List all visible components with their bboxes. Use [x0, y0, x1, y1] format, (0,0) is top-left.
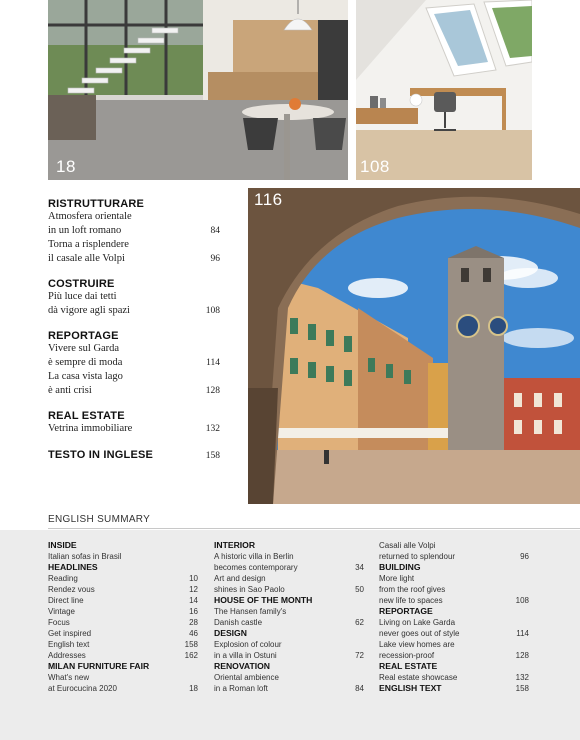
toc-entry: è sempre di moda 114	[48, 357, 220, 368]
toc-section-ristrutturare	[48, 198, 220, 266]
toc-section-testo-in-inglese	[48, 448, 220, 463]
clock-tower-photo	[248, 188, 580, 504]
attic-workspace-illustration	[356, 0, 532, 180]
toc-entry: La casa vista lago	[48, 371, 123, 382]
summary-entry: What's new	[48, 673, 90, 682]
summary-entry: English text 158	[48, 640, 198, 649]
summary-entry: Direct line 14	[48, 596, 198, 605]
summary-entry: becomes contemporary 34	[214, 563, 364, 572]
summary-entry: at Eurocucina 2020 18	[48, 684, 198, 693]
english-summary-heading: ENGLISH SUMMARY	[48, 514, 151, 525]
toc-section-title: RISTRUTTURARE	[48, 198, 145, 210]
summary-entry: shines in Sao Paolo 50	[214, 585, 364, 594]
toc-entry: Vivere sul Garda	[48, 343, 120, 354]
summary-entry: Lake view homes are	[379, 640, 455, 649]
toc-entry: il casale alle Volpi 96	[48, 253, 220, 264]
summary-entry: Reading 10	[48, 574, 198, 583]
toc-section-title: COSTRUIRE	[48, 278, 115, 290]
summary-entry: Italian sofas in Brasil	[48, 552, 122, 561]
summary-section-title: REPORTAGE	[379, 606, 433, 616]
summary-entry: Living on Lake Garda	[379, 618, 456, 627]
summary-entry: Rendez vous 12	[48, 585, 198, 594]
loft-interior-photo	[48, 0, 348, 180]
summary-section-title: HOUSE OF THE MONTH	[214, 595, 313, 605]
summary-entry: A historic villa in Berlin	[214, 552, 294, 561]
toc-entry: Torna a risplendere	[48, 239, 129, 250]
summary-entry: Focus 28	[48, 618, 198, 627]
toc-section-title: REPORTAGE	[48, 330, 119, 342]
summary-section-title: RENOVATION	[214, 661, 271, 671]
toc-entry: Più luce dai tetti	[48, 291, 117, 302]
summary-section-title: INSIDE	[48, 540, 77, 550]
toc-entry: Vetrina immobiliare 132	[48, 423, 220, 434]
toc-entry: Atmosfera orientale	[48, 211, 132, 222]
toc-section-real-estate	[48, 410, 220, 436]
toc-section-costruire	[48, 278, 220, 318]
summary-entry: in a Roman loft 84	[214, 684, 364, 693]
summary-column-1	[48, 540, 198, 694]
summary-entry: Art and design	[214, 574, 266, 583]
summary-entry: returned to splendour 96	[379, 552, 529, 561]
summary-section-title: REAL ESTATE	[379, 661, 438, 671]
summary-section-title: DESIGN	[214, 628, 247, 638]
summary-section-title: INTERIOR	[214, 540, 256, 550]
attic-workspace-photo	[356, 0, 532, 180]
toc-entry: è anti crisi 128	[48, 385, 220, 396]
summary-entry: The Hansen family's	[214, 607, 287, 616]
summary-entry: never goes out of style 114	[379, 629, 529, 638]
summary-entry: Explosion of colour	[214, 640, 282, 649]
loft-photo-page-number: 18	[56, 157, 76, 176]
toc-section-title: TESTO IN INGLESE	[48, 449, 154, 461]
summary-entry: Casali alle Volpi	[379, 541, 436, 550]
toc-entry: in un loft romano 84	[48, 225, 220, 236]
summary-entry: new life to spaces 108	[379, 596, 529, 605]
summary-section-title: BUILDING	[379, 562, 421, 572]
summary-divider	[48, 528, 580, 529]
summary-entry: Real estate showcase 132	[379, 673, 529, 682]
table-of-contents	[48, 198, 220, 475]
summary-column-2	[214, 540, 364, 694]
summary-section-title: HEADLINES	[48, 562, 98, 572]
summary-column-3	[379, 540, 529, 694]
summary-entry: Vintage 16	[48, 607, 198, 616]
toc-section-title: REAL ESTATE	[48, 410, 125, 422]
summary-entry: recession-proof 128	[379, 651, 529, 660]
clock-tower-illustration	[248, 188, 580, 504]
summary-section-title: MILAN FURNITURE FAIR	[48, 661, 150, 671]
summary-entry: Oriental ambience	[214, 673, 279, 682]
toc-section-reportage	[48, 330, 220, 398]
toc-entry: dà vigore agli spazi 108	[48, 305, 220, 316]
summary-entry: Get inspired 46	[48, 629, 198, 638]
summary-entry: in a villa in Ostuni 72	[214, 651, 364, 660]
attic-photo-page-number: 108	[360, 157, 390, 176]
summary-section-title: ENGLISH TEXT 158	[379, 683, 529, 693]
tower-photo-page-number: 116	[254, 190, 283, 209]
summary-entry: from the roof gives	[379, 585, 446, 594]
loft-interior-illustration	[48, 0, 348, 180]
summary-entry: Danish castle 62	[214, 618, 364, 627]
summary-entry: More light	[379, 574, 415, 583]
toc-page-number: 158	[205, 451, 220, 461]
summary-entry: Addresses 162	[48, 651, 198, 660]
